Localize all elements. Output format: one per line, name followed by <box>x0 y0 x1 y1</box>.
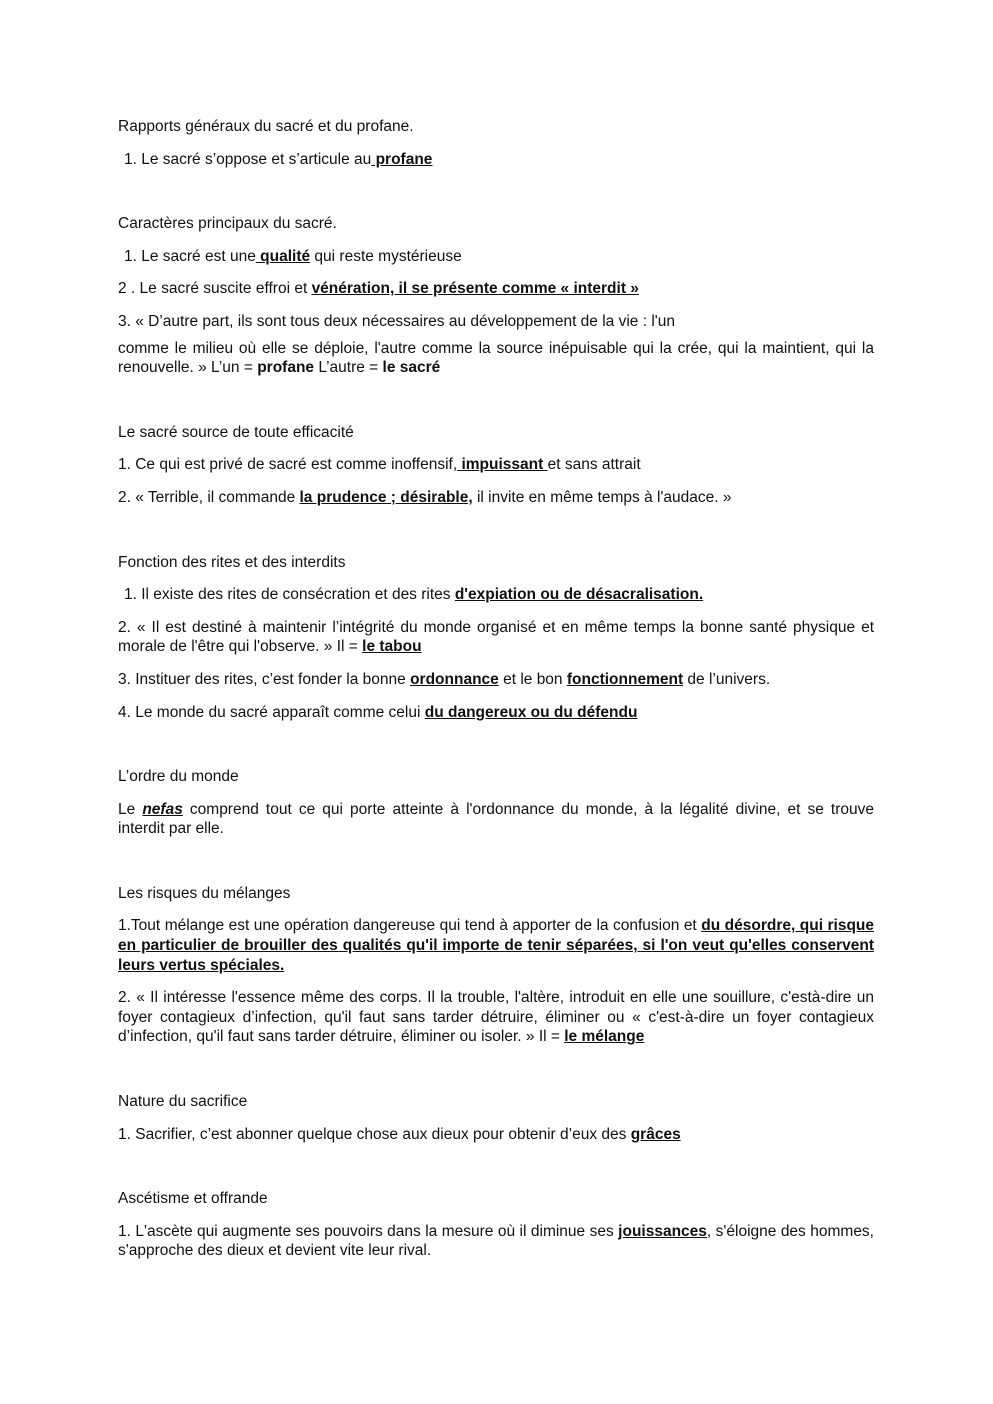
list-item <box>118 988 874 1047</box>
keyword-melange: le mélange <box>564 1028 645 1046</box>
item-text: 4. Le monde du sacré apparaît comme celui <box>118 703 425 721</box>
keyword-nefas: nefas <box>142 800 183 818</box>
section-heading: L’ordre du monde <box>118 768 239 786</box>
item-text: 2 . Le sacré suscite effroi et <box>118 280 312 298</box>
keyword-impuissant: impuissant <box>457 456 548 474</box>
list-item <box>118 800 874 839</box>
item-text: 2. « Il est destiné à maintenir l’intégrité du monde organisé et en même temps la bonne santé physique et morale de l'être qui l'observe. » Il = <box>118 618 874 656</box>
item-text: 2. « Terrible, il commande <box>118 488 300 506</box>
item-text: 1. Le sacré s’oppose et s’articule au <box>124 150 372 168</box>
list-item <box>118 618 874 657</box>
item-text: comme le milieu où elle se déploie, l'autre comme la source inépuisable qui la crée, qui la maintient, qui la renouvelle. » L’un = <box>118 339 874 377</box>
item-text: de l’univers. <box>683 670 771 688</box>
section-heading: Fonction des rites et des interdits <box>118 553 346 571</box>
list-item-continued <box>118 339 874 378</box>
item-text: il invite en même temps à l'audace. » <box>472 488 732 506</box>
list-item <box>118 1125 874 1145</box>
item-text: Le <box>118 800 143 818</box>
keyword-desordre: du désordre, qui risque en particulier de brouiller des qualités qu'il importe de tenir séparées, si l'on veut qu'elles conservent leurs vertus spéciales. <box>118 917 875 974</box>
list-item <box>118 488 874 508</box>
item-text: qui reste mystérieuse <box>310 247 462 265</box>
keyword-veneration: vénération, il se présente comme « interdit » <box>311 280 639 298</box>
section-heading: Rapports généraux du sacré et du profane. <box>118 118 414 135</box>
keyword-fonctionnement: fonctionnement <box>566 670 684 688</box>
keyword-tabou: le tabou <box>362 638 422 656</box>
item-text: comprend tout ce qui porte atteinte à l'ordonnance du monde, à la légalité divine, et se trouve interdit par elle. <box>118 800 874 838</box>
keyword-prudence: la prudence ; désirable, <box>299 488 473 506</box>
item-text: 1. Le sacré est une <box>124 247 256 265</box>
keyword-le-sacre: le sacré <box>382 359 441 377</box>
list-item <box>118 916 874 975</box>
list-item <box>118 279 874 299</box>
item-text: 2. « Il intéresse l'essence même des corps. Il la trouble, l'altère, introduit en elle une souillure, c'està-dire un foyer contagieux d’infection, qu'il faut sans tarder détruire, éliminer ou « c'est-à-dire un foyer contagieux d’infection, qu'il faut sans tarder détruire, éliminer ou isoler. » Il = <box>118 989 874 1046</box>
document-page <box>118 117 874 1274</box>
item-text: et le bon <box>498 670 567 688</box>
section-heading: Caractères principaux du sacré. <box>118 215 337 233</box>
list-item: 3. « D’autre part, ils sont tous deux nécessaires au développement de la vie : l'un <box>118 312 675 330</box>
item-text: , s'éloigne des hommes, s'approche des dieux et devient vite leur rival. <box>118 1222 874 1260</box>
list-item <box>118 670 874 690</box>
item-text: 3. Instituer des rites, c’est fonder la bonne <box>118 670 411 688</box>
item-text: L’autre = <box>314 359 383 377</box>
item-text: 1.Tout mélange est une opération dangereuse qui tend à apporter de la confusion et <box>118 917 702 935</box>
item-text: 1. Sacrifier, c’est abonner quelque chose aux dieux pour obtenir d’eux des <box>118 1125 631 1143</box>
keyword-dangereux: du dangereux ou du défendu <box>424 703 638 721</box>
keyword-expiation: d'expiation ou de désacralisation. <box>454 586 704 604</box>
list-item <box>118 1222 874 1261</box>
item-text: et sans attrait <box>547 456 641 474</box>
keyword-qualite: qualité <box>255 247 311 265</box>
section-heading: Ascétisme et offrande <box>118 1190 268 1208</box>
list-item <box>118 703 874 723</box>
section-heading: Le sacré source de toute efficacité <box>118 423 354 441</box>
keyword-graces: grâces <box>630 1125 681 1143</box>
keyword-jouissances: jouissances <box>618 1222 707 1240</box>
keyword-profane: profane <box>371 150 433 168</box>
keyword-ordonnance: ordonnance <box>410 670 499 688</box>
keyword-profane-bold: profane <box>257 359 315 377</box>
item-text: 1. Ce qui est privé de sacré est comme inoffensif, <box>118 456 458 474</box>
section-heading: Les risques du mélanges <box>118 884 291 902</box>
list-item <box>118 247 874 267</box>
section-heading: Nature du sacrifice <box>118 1093 248 1111</box>
item-text: 1. Il existe des rites de consécration et des rites <box>124 586 455 604</box>
list-item <box>118 150 874 170</box>
item-text: 1. L'ascète qui augmente ses pouvoirs dans la mesure où il diminue ses <box>118 1222 619 1240</box>
list-item <box>118 585 874 605</box>
list-item <box>118 455 874 475</box>
